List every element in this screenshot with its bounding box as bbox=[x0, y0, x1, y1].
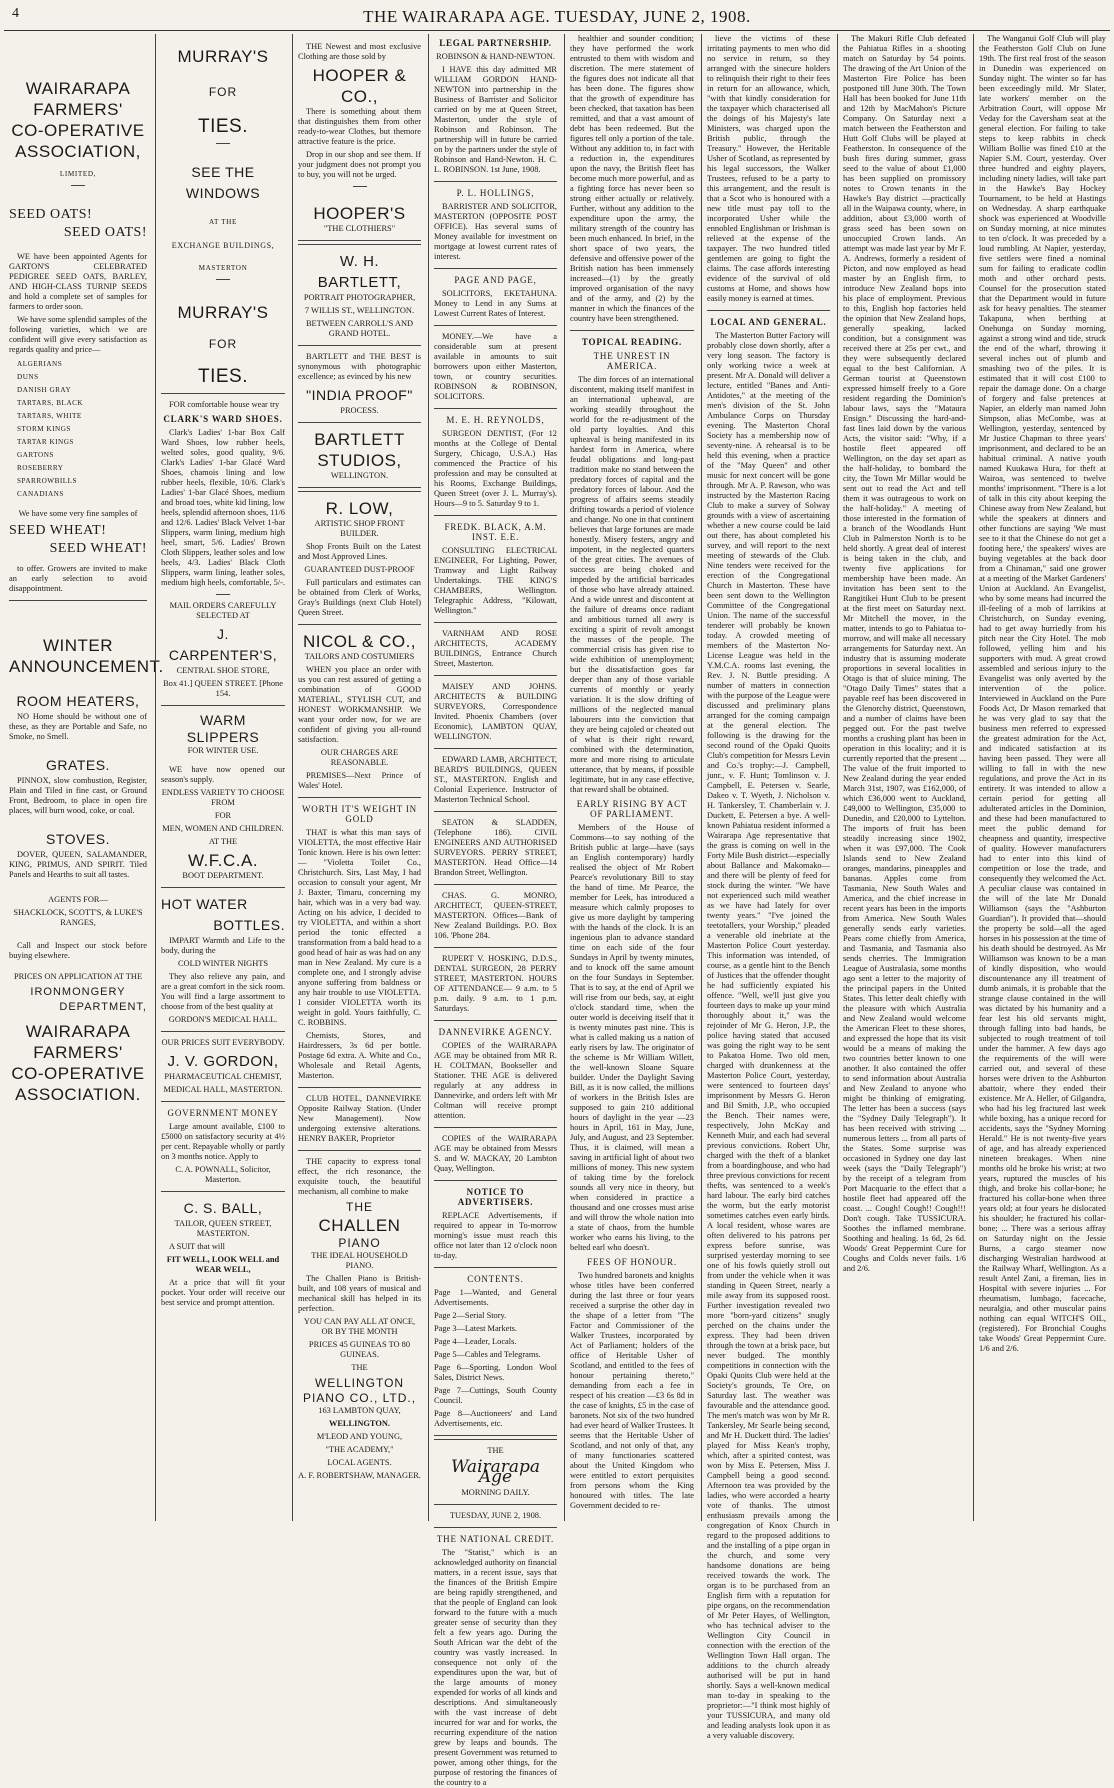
chemists-text: Chemists, Stores, and Hairdressers, 3s 6d per bottle. Postage 6d extra. A. White and Co., Wholesale and Retail Agents, Masterton. bbox=[298, 1031, 421, 1080]
see-windows-heading: SEE THE WINDOWS bbox=[185, 164, 261, 201]
lamb-text: EDWARD LAMB, ARCHITECT, BEARD'S BUILDINGS, QUEEN ST., MASTERTON. English and Colonial Experience. Instructor of Masterton Technical School. bbox=[434, 755, 557, 804]
column-6 bbox=[701, 34, 835, 1740]
carpenter-heading: J. CARPENTER'S, bbox=[168, 626, 278, 663]
drop-text: Drop in our shop and see them. If your judgment does not prompt you to buy, you will not be urged. bbox=[298, 150, 421, 179]
suit-text: A SUIT that will bbox=[169, 1242, 225, 1251]
legal-text: I HAVE this day admitted MR WILLIAM GORDON HAND-NEWTON into partnership in the Business of Barrister and Solicitor carried on by me at Queen Street, Masterton, under the style of Robinson and Robinson. The partnership will in future be carried on by the partners under the style of Robinson and Hand-Newton. H. C. L. ROBINSON. 1st June, 1908. bbox=[434, 65, 557, 174]
credit-heading: THE NATIONAL CREDIT. bbox=[436, 1534, 555, 1544]
bartlett-heading: W. H. BARTLETT, bbox=[317, 253, 402, 291]
announcement-heading: ANNOUNCEMENT. bbox=[9, 657, 164, 676]
masterton-label: MASTERTON bbox=[198, 264, 248, 272]
local-general-heading: LOCAL AND GENERAL. bbox=[710, 317, 827, 327]
murrays-heading: MURRAY'S bbox=[177, 303, 269, 322]
seed-oats-heading: SEED OATS! bbox=[9, 207, 93, 222]
article-text: lieve the victims of these irritating payments to men who did no service in return, so they arranged with the sinecure holders to relinquish their right to their fees in return for an allowance, which, "with that kindly consideration for the taxpayer which characterised all the doings of his Majesty's late Ministers, was charged upon the British public, through the Treasury." However, the Heritable Usher of Scotland, as represented by his legal successors, the Walker Trustees, refused to be a party to this arrangement, and the result is that a Scot who is honoured with a new title must pay toll to the incorporated Usher while the ennobled Englishman or Irishman is relieved at the expense of the taxpayer. The two hundred titled gentlemen are going to fight the claims. The case affords interesting evidence of the survival of old customs at Home, and shows how easily money is earned at times. bbox=[707, 34, 830, 303]
charges-text: OUR CHARGES ARE REASONABLE. bbox=[320, 748, 399, 767]
page-number: 4 bbox=[12, 6, 19, 21]
early-rising-heading: EARLY RISING BY ACT OF PARLIAMENT. bbox=[576, 799, 688, 819]
article-text: Two hundred baronets and knights whose titles have been conferred during the last three or four years received a surprise the other day in the shape of a letter from "The Factor and Commissioner of the Walker Trustees, incorporated by Act of Parliament; holders of the office of Heritable Usher of Scotland, and entitled to the fees of honour pertaining thereto," demanding from each a fee in respect of his creation —£3 6s 8d in the case of knights, £5 in the case of baronets. Not six of the two hundred had ever heard of Walker Trustees. It seems that the Heritable Usher of Scotland, and not only of that, any of many functionaries scattered about the United Kingdom who were entitled to extort perquisites from persons whom the King honoured with titles. The late Government decided to re- bbox=[570, 1271, 694, 1510]
black-text: CONSULTING ELECTRICAL ENGINEER, For Lighting, Power, Tramway and Light Railway Undertakings. THE KING'S CHAMBERS, Wellington. Telegraphic Address, "Kilowatt, Wellington." bbox=[434, 546, 557, 615]
department-heading: DEPARTMENT, bbox=[59, 1001, 147, 1013]
nameplate-the: THE bbox=[487, 1446, 504, 1455]
call-text: Call and Inspect our stock before buying elsewhere. bbox=[9, 941, 147, 960]
assoc-line: CO-OPERATIVE bbox=[11, 121, 145, 140]
list-item: Page 2—Serial Story. bbox=[434, 1311, 507, 1320]
welly-text: WELLINGTON. bbox=[328, 1419, 391, 1428]
agents-text: WE have been appointed Agents for GARTON'S CELEBRATED PEDIGREE SEED OATS, BARLEY, AND HIGH-CLASS TURNIP SEEDS and hold a complete set of samples for farmers to order soon. bbox=[9, 252, 147, 311]
slippers-heading: SLIPPERS bbox=[186, 729, 260, 745]
list-item: TARTARS, BLACK bbox=[17, 399, 84, 407]
tailors-text: TAILORS AND COSTUMIERS bbox=[304, 652, 415, 661]
boot-text: BOOT DEPARTMENT. bbox=[182, 871, 264, 880]
bartlett-text: BARTLETT and THE BEST is synonymous with photographic excellence; as evinced by his new bbox=[298, 352, 421, 381]
column-7 bbox=[837, 34, 971, 1521]
opened-text: WE have now opened our season's supply. bbox=[161, 765, 285, 784]
challen-the: THE bbox=[346, 1200, 373, 1214]
between-text: BETWEEN CARROLL'S AND GRAND HOTEL. bbox=[305, 319, 414, 338]
seaton-text: SEATON & SLADDEN, (Telephone 186). CIVIL ENGINEERS AND AUTHORISED SURVEYORS. PERRY STREET, MASTERTON. Head Office—14 Brandon Street, Wellington. bbox=[434, 818, 557, 877]
low-text: Shop Fronts Built on the Latest and Most Approved Lines. bbox=[298, 542, 421, 561]
danne-text: COPIES of the WAIRARAPA AGE may be obtained from MR R. H. COLTMAN, Bookseller and Stationer. THE AGE is delivered regularly at any address in Dannevirke, and orders left with Mr Coltman will receive prompt attention. bbox=[434, 1041, 557, 1120]
studios-heading: BARTLETT bbox=[314, 430, 405, 449]
worth-heading: WORTH IT'S WEIGHT IN GOLD bbox=[302, 804, 417, 824]
list-item: ROSEBERRY bbox=[17, 464, 64, 472]
column-3 bbox=[292, 34, 426, 1521]
ranges-text: SHACKLOCK, SCOTT'S, & LUKE'S RANGES, bbox=[13, 908, 143, 927]
prices-suit-text: OUR PRICES SUIT EVERYBODY. bbox=[161, 1038, 285, 1047]
clothiers-text: "THE CLOTHIERS" bbox=[323, 224, 396, 233]
grates-text: PINNOX, slow combustion, Register, Plain and Tiled in fine cast, or Ground Front, Bedroom, to place in open fire places, will burn wood, coke, or coal. bbox=[9, 776, 147, 815]
bottles-heading: BOTTLES. bbox=[213, 917, 285, 933]
monro-text: CHAS. G. MONRO, ARCHITECT, QUEEN-STREET, MASTERTON. Offices—Bank of New Zealand Buildings. P.O. Box 106. 'Phone 284. bbox=[434, 891, 557, 940]
endless-text: ENDLESS VARIETY TO CHOOSE FROM bbox=[161, 788, 285, 807]
ironmongery-heading: IRONMONGERY bbox=[30, 986, 126, 998]
column-5 bbox=[564, 34, 699, 1521]
assoc-line: CO-OPERATIVE bbox=[11, 1064, 145, 1083]
legal-sub: ROBINSON & HAND-NEWTON. bbox=[436, 52, 555, 61]
list-item: CANADIANS bbox=[17, 490, 64, 498]
prices-text: PRICES 45 GUINEAS TO 80 GUINEAS. bbox=[308, 1340, 411, 1359]
notice-heading: NOTICE TO ADVERTISERS. bbox=[457, 1187, 534, 1207]
govt-money-heading: GOVERNMENT MONEY bbox=[167, 1108, 279, 1118]
assoc-line: WAIRARAPA bbox=[25, 79, 131, 98]
assoc-line: ASSOCIATION. bbox=[15, 1085, 141, 1104]
newest-text: THE Newest and most exclusive Clothing are those sold by bbox=[298, 42, 421, 61]
central-text: CENTRAL SHOE STORE, bbox=[176, 666, 270, 675]
for-label: FOR bbox=[208, 337, 238, 351]
notice-text: REPLACE Advertisements, if required to appear in To-morrow morning's issue must reach this office not later than 12 o'clock noon to-day. bbox=[434, 1211, 557, 1260]
danne-heading: DANNEVIRKE AGENCY. bbox=[438, 1027, 553, 1037]
murrays-heading: MURRAY'S bbox=[177, 47, 269, 66]
column-2 bbox=[155, 34, 290, 1521]
list-item: TARTARS, WHITE bbox=[17, 412, 82, 420]
pharm-text: PHARMACEUTICAL CHEMIST, bbox=[164, 1072, 282, 1081]
reynolds-text: SURGEON DENTIST, (For 12 months at the College of Dental Surgery, Chicago, U.S.A.) Has commenced the Practice of his profession and may be consulted at his Rooms, Exchange Buildings, Queen Street (over J. L. Murray's). Hours—9 to 5. Saturday 9 to 1. bbox=[434, 429, 557, 508]
nicol-text: WHEN you place an order with us you can rest assured of getting a combination of GOOD MATERIAL, STYLISH CUT, and HONEST WORKMANSHIP. We want your order now, for we are confident of giving you all-round satisfaction. bbox=[298, 665, 421, 744]
limited-label: LIMITED, bbox=[59, 170, 97, 178]
tailor-text: TAILOR, QUEEN STREET, MASTERTON. bbox=[174, 1219, 272, 1238]
clarks-intro: FOR comfortable house wear try bbox=[169, 400, 280, 409]
assoc-line: WAIRARAPA bbox=[25, 1022, 131, 1041]
gordons-text: GORDON'S MEDICAL HALL. bbox=[168, 1015, 278, 1024]
studios-heading: STUDIOS, bbox=[317, 451, 402, 470]
academy-text: "THE ACADEMY," bbox=[325, 1445, 394, 1454]
wheat-intro: We have some very fine samples of bbox=[18, 509, 138, 518]
nicol-heading: NICOL & CO., bbox=[302, 632, 417, 651]
cold-text: COLD WINTER NIGHTS bbox=[177, 959, 269, 968]
stoves-text: DOVER, QUEEN, SALAMANDER, KING, PRIMUS, AND SPIRIT. Tiled Panels and Hearths to suit all tastes. bbox=[9, 850, 147, 879]
mail-text: MAIL ORDERS CAREFULLY SELECTED AT bbox=[169, 601, 277, 620]
column-1 bbox=[4, 34, 164, 1521]
artistic-text: ARTISTIC SHOP FRONT BUILDER. bbox=[314, 519, 405, 538]
masthead bbox=[4, 4, 1110, 31]
challen-text: The Challen Piano is British-built, and 108 years of musical and mechanical skill has helped in its perfection. bbox=[298, 1274, 421, 1313]
list-item: Page 5—Cables and Telegrams. bbox=[434, 1350, 541, 1359]
heaters-text: NO Home should be without one of these, as they are Portable and Safe, no Smoke, no Smell. bbox=[9, 712, 147, 741]
at-the-label: AT THE bbox=[209, 218, 237, 226]
list-item: Page 6—Sporting, London Wool Sales, District News. bbox=[434, 1363, 557, 1382]
warm-heading: WARM bbox=[200, 712, 246, 728]
page-heading: PAGE AND PAGE, bbox=[454, 275, 537, 285]
low-heading: R. LOW, bbox=[325, 499, 394, 518]
article-text: The Wanganui Golf Club will play the Featherston Golf Club on June 19th. The first real frost of the season in Dunedin was experienced on Sunday night. The winter so far has been exceedingly mild. Mr Slater, late workers' member on the Arbitration Court, will oppose Mr Veday for the Caversham seat at the general election. For failing to take steps to keep rabbits in check William Bollie was fined £10 at the Napier S.M. Court, yesterday. Over three hundred and eighty players, including ninety ladies, will take part in the Hawke's Bay Hockey Tournament, to be held at Hastings on Wednesday. A sharp earthquake shock was experienced at Woodville on Sunday morning, at nice minutes to ten o'clock. It was preceded by a loud rumbling. At Napier, yesterday, five settlers were fined a nominal sum for failing to eradicate codlin moth and other orchard pests. Counsel for the prosecution stated that the Department would in future ask for heavy penalties. The steamer Takapuna, when berthing at Onehunga on Sunday morning, against a strong wind and tide, struck the end of the wharf, throwing it several inches out of plumb and smashing two of the piles. It is estimated that it will cost £100 to repair the damage done. On a charge of forgery and false pretences at Napier, an elderly man named John Simpson, alias McCombe, was at Wellington, yesterday, sentenced by Mr Justice Chapman to three years' imprisonment, and declared to be an habitual criminal. A native youth named Kuukawa Hura, for theft at Wairoa, was sentenced to twelve months' imprisonment. "There is a lot of talk in this city about keeping the Chinese away from New Zealand, but while the speakers at dinners and other functions are saying 'We must see to it that the Chinese do not get a footing here,' the speakers' wives are buying vegetables at the back door from a Chinaman," said one grower at a meeting of the Market Gardeners' Union at Auckland. An Evangelist, who by some means had incurred the ill-feeling of a mob of larrikins at Christchurch, on Sunday evening, had to get away hurriedly from his pitch near the City Hotel. The mob followed, yelling him and his supporters with mud. A great crowd assembled and serious injury to the Evangelist was only averted by the intervention of the police. Interviewed in Auckland on the Pure Foods Act, Dr Mason remarked that he was very glad to say that the business men referred to expressed the greatest admiration for the Act, and indicated satisfaction at its having been passed. They were all willing to fall in with the new regulations, and prove the Act in its entirety. It was intended to allow a certain period for getting all adulterated articles in the Dominion, and these had been manufactured to meet the public demand for cheapness and quantity, irrespective of quality. However manufacturers had to enter into this kind of competition or lose the trade, and consequently they welcomed the Act. A peculiar clause was contained in the will of the late Mr Donald Williamson (says the "Ashburton Guardian"). It provided that—should the property be sold—all the aged horses in his possession at the time of his death should be destroyed. As Mr Williamson was known to be a man of kindly disposition, who would discountenance any ill treatment of dumb animals, it is probable that the strange clause contained in the will was dictated by his humanity and a fear lest his old servants might, through falling into bad hands, be subjected to rough treatment of toil under the hammer. A few days ago the requirements of the will were carried out, and several of these horses were driven to the Ashburton abattoir, where they ended their existence. Mr A. Heller, of Gilgandra, who had his leg fractured last week while boxing, has a unique record for accidents, says the "Sydney Morning Herald." He is not twenty-five years of age, and has already experienced nineteen breakages. When nine months old he broke his wrist; at two years, ruptured the muscles of his thigh, and broke his collar-bone; he fractured his collar-bone when three years old; at four years he dislocated his shoulder; he fractured his collar-bone; ... There was a serious affray on Saturday night on the Jessie Burns, a cargo steamer now discharging Westralian hardwood at the Railway Wharf, Wellington. As a result Antel Zani, a fireman, lies in Hospital with severe injuries ... For rheumatism, lumbago, facecache, neuralgia, and other muscular pains nothing can equal WITCH'S OIL, (registered). For Bronchial Coughs take Woods' Great Peppermint Cure. 1/6 and 2/6. bbox=[979, 34, 1106, 1353]
for-label: FOR bbox=[208, 85, 238, 99]
topical-heading: TOPICAL READING. bbox=[581, 337, 683, 347]
hooper-heading: HOOPER & CO., bbox=[312, 66, 407, 106]
seed-oats-heading: SEED OATS! bbox=[63, 225, 147, 240]
oats-list bbox=[9, 358, 147, 501]
pay-text: YOU CAN PAY ALL AT ONCE, OR BY THE MONTH bbox=[303, 1317, 416, 1336]
copies-text: COPIES of the WAIRARAPA AGE may be obtained from Messrs S. and W. MACKAY, 20 Lambton Quay, Wellington. bbox=[434, 1134, 557, 1173]
list-item: STORM KINGS bbox=[17, 425, 71, 433]
hoopers-heading: HOOPER'S bbox=[313, 204, 406, 223]
page-title: THE WAIRARAPA AGE. TUESDAY, JUNE 2, 1908. bbox=[363, 7, 751, 26]
fees-heading: FEES OF HONOUR. bbox=[587, 1257, 677, 1267]
ideal-text: THE IDEAL HOUSEHOLD PIANO. bbox=[311, 1251, 408, 1270]
room-heaters-heading: ROOM HEATERS, bbox=[16, 693, 140, 709]
stoves-heading: STOVES. bbox=[46, 831, 110, 847]
newspaper-page bbox=[4, 4, 1110, 1787]
medical-text: MEDICAL HALL, MASTERTON. bbox=[163, 1085, 283, 1094]
fit-text: FIT WELL, LOOK WELL and WEAR WELL, bbox=[166, 1255, 280, 1274]
pownall-text: C. A. POWNALL, Solicitor, Masterton. bbox=[175, 1165, 271, 1184]
list-item: DANISH GRAY bbox=[17, 386, 72, 394]
willis-text: 7 WILLIS ST., WELLINGTON. bbox=[304, 306, 415, 315]
samples-text: We have some splendid samples of the following varieties, which we are confident will give every satisfaction as regards quality and price— bbox=[9, 315, 147, 354]
process-text: PROCESS. bbox=[340, 406, 379, 415]
list-item: DUNS bbox=[17, 373, 39, 381]
legal-heading: LEGAL PARTNERSHIP. bbox=[439, 38, 552, 48]
robertshaw-text: A. F. ROBERTSHAW, MANAGER. bbox=[298, 1471, 421, 1480]
the-text: THE bbox=[351, 1363, 368, 1372]
list-item: Page 7—Cuttings, South County Council. bbox=[434, 1386, 557, 1405]
ties-heading: TIES. bbox=[197, 366, 248, 387]
local-agents-text: LOCAL AGENTS. bbox=[327, 1458, 392, 1467]
for-text: FOR bbox=[214, 811, 232, 820]
page-text: SOLICITORS, EKETAHUNA. Money to Lend in any Sums at Lowest Current Rates of Interest. bbox=[434, 289, 557, 318]
list-item: ALGERIANS bbox=[17, 360, 63, 368]
dateline: TUESDAY, JUNE 2, 1908. bbox=[449, 1511, 542, 1520]
list-item: Page 1—Wanted, and General Advertisements. bbox=[434, 1288, 557, 1307]
list-item: Page 3—Latest Markets. bbox=[434, 1324, 518, 1333]
varnham-text: VARNHAM AND ROSE ARCHITECTS, ACADEMY BUILDINGS, Entrance Church Street, Masterton. bbox=[434, 629, 557, 668]
guaranteed-text: GUARANTEED DUST-PROOF bbox=[304, 565, 415, 574]
wheat-text: to offer. Growers are invited to make an early selection to avoid disappointment. bbox=[9, 564, 147, 593]
mleod-text: M'LEOD AND YOUNG, bbox=[316, 1432, 403, 1441]
unrest-heading: THE UNREST IN AMERICA. bbox=[593, 351, 671, 371]
list-item: SPARROWBILLS bbox=[17, 477, 78, 485]
hooper-text: There is something about them that distinguishes them from other ready-to-wear Clothes, but themore attractive feature is the price. bbox=[298, 107, 421, 146]
credit-text: The "Statist," which is an acknowledged authority on financial matters, in a recent issue, says that the finances of the British Empire are being rapidly strengthened, and that the people of England can look forward to the future with a much greater sense of security than they felt a few years ago. During the South African war the debt of the country was vastly increased. In consequence not only of the expenditures upon the war, but of the large amounts of money expended for works of all kinds and descriptions. And simultaneously with the vast increase of debt incurred for war and for works, the recurring expenditure of the nation grew by leaps and bounds. The present Government was returned to power, among other things, for the purpose of restoring the finances of the country to a bbox=[434, 1548, 557, 1787]
lambton-text: 163 LAMBTON QUAY, bbox=[318, 1406, 401, 1415]
impart-text: IMPART Warmth and Life to the body, during the bbox=[161, 936, 285, 955]
at-the-text: AT THE bbox=[208, 837, 238, 846]
hosking-text: RUPERT V. HOSKING, D.D.S., DENTAL SURGEON, 28 PERRY STREET, MASTERTON. HOURS OF ATTENDANCE— 9 a.m. to 5 p.m. daily. 9 a.m. to 1 p.m. Saturdays. bbox=[434, 954, 557, 1013]
portrait-text: PORTRAIT PHOTOGRAPHER, bbox=[303, 293, 416, 302]
list-item: Page 4—Leader, Locals. bbox=[434, 1337, 517, 1346]
box-text: Box 41.] QUEEN STREET. [Phone 154. bbox=[163, 679, 283, 698]
agents-for: AGENTS FOR— bbox=[48, 895, 108, 904]
men-text: MEN, WOMEN AND CHILDREN. bbox=[162, 824, 284, 833]
list-item: Page 8—Auctioneers' and Land Advertisements, etc. bbox=[434, 1409, 557, 1428]
club-hotel-text: CLUB HOTEL, DANNEVIRKE Opposite Railway Station. (Under New Management). Now undergoing extensive alterations. HENRY BAKER, Proprietor bbox=[298, 1094, 421, 1143]
relieve-text: They also relieve any pain, and are a great comfort in the sick room. You will find a large assortment to choose from of the best quality at bbox=[161, 972, 285, 1011]
violetta-text: THAT is what this man says of VIOLETTA, the most effective Hair Tonic known. Here is his own letter:— "Violetta Toilet Co., Christchurch. Sirs, Last May, I had occasion to consult your agent, Mr J. Baxter, Timaru, concerning my hair, which was in a very bad way. Acting on his advice, I decided to try VIOLETTA, and within a short period the tonic effected a transformation from a bald head to a good head of hair as was had on any man in New Zealand. My cure is a complete one, and I strongly advise anyone suffering from baldness or any hair trouble to use VIOLETTA. I consider VIOLETTA worth its weight in gold. Yours faithfully, C. C. ROBBINS. bbox=[298, 828, 421, 1027]
seed-wheat-heading: SEED WHEAT! bbox=[9, 523, 107, 538]
wellington-text: WELLINGTON. bbox=[330, 471, 389, 480]
low-text-2: Full particulars and estimates can be obtained from Clerk of Works, Gray's Buildings (next Club Hotel) Queen Street. bbox=[298, 578, 421, 617]
clarks-heading: CLARK'S WARD SHOES. bbox=[163, 414, 283, 424]
winter-use-text: FOR WINTER USE. bbox=[187, 746, 259, 755]
article-text: The Masterton Butter Factory will probably close down shortly, after a very long season. The factory is only working twice a week at present. Mr A. Donald will deliver a lecture, entitled "Banes and Anti-Antidotes," at the meeting of the men's division of the St. John Ambulance Corps on Thursday evening. The Masterton Choral Society has a membership now of seventy-nine. A rehearsal is to be held this evening, when a practice of the "May Queen" and other music for next concert will be gone through. Mr A. P. Rawson, who was instructed by the Masterton Racing Club to make a survey of Solway grounds with a view of ascertaining whether a new course could be laid out there, has about completed his survey, and will report to the next meeting of stewards of the Club. Nine tenders were received for the erection of the Congregational Church in Masterton. These have been sent down to the Wellington Committee of the Congregational Union. The name of the successful tenderer will probably be known today. A crowded meeting of members of the Masterton No-License League was held in the Y.M.C.A. rooms last evening, the Rev. J. N. Buttle presiding. A number of matters in connection with the purpose of the League were discussed and preliminary plans arranged for the coming campaign at the general election. The following is the drawing for the second round of the Opaki Quoits Club's competition for Messrs Levin and Co.'s trophy:—J. Campbell, junr., v. F. Hunt; Tomlinson v. J. Campbell, E. Petersen v. Searle, Dakeo v. T. Wyeth, J. Nicholson v. H. Tankersley, T. Chamberlain v. J. Duckett, E. Petersen a bye. A well-known Pahiatua resident informed a Wairarapa Age representative that the grass is coming on well in the Forty Mile Bush district—especially about Ballance and Makomako—and there will be plenty of feed for stock during the winter. "We have not experienced such mild weather as we have had lately for over twenty years." "I've joined the teetotallers, your Worship," pleaded a venerable old inebriate at the Masterton Police Court yesterday. This information was intended, of course, as a gentle hint to the Bench of Justices that the offender thought he had sufficiently expiated his offence. "Well, we'll just give you fourteen days to make up your mind thoroughly about it," was the rejoinder of Mr G. Heron, J.P., the police having stated that accused was going the right way to be sent to Pakatoa Home. Two old men, charged with drunkenness at the Masterton Police Court, yesterday, were sentenced to fourteen days' imprisonment by Messrs G. Heron and Bil Smith, J.P., who occupied the Bench. Their names were, respectively, John McKay and Kenneth Muir, and each had several previous convictions. Robert Uhr, charged with the theft of a blanket from a boardinghouse, and who had three previous convictions for recent thefts, was sentenced to a week's hard labour. The early bird catches the worm, but the early motorist sometimes catches even early birds. A local resident, whose wares are often delivered to his patrons per express before sunrise, was surprised yesterday morning to see one of his fowls quietly stroll out from under the vehicle when it was standing in Queen Street, nearly a mile away from its supposed roost. Further investigation revealed two more "born-yard citizens" snugly perched on the chains under the express. They had been driven through the town at a brisk pace, but never budged. The monthly competitions in connection with the Opaki Quoits Club were held at the Society's grounds, Te Ore, on Saturday last. The weather was favourable and the attendance good. The men's match was won by Mr R. Tankersley, Mr Searle being second, and Mr H. Duckett third. The ladies' played for Miss Kean's trophy, which, after a spirited contest, was won by Miss E. Petersen, Miss J. Campbell being a good second. Afternoon tea was provided by the ladies, who were accorded a hearty vote of thanks. The utmost enthusiasm prevails among the congregation of Knox Church in regard to the proposed additions to and the installing of a pipe organ in the church, and some very handsome donations are being received towards the work. The organ is to be purchased from an English firm with a reputation for pipe organs, on the recommendation of Mr Peter Hayes, of Wellington, who has technical adviser to the Wellington City Council in connection with the erection of the Wellington Town Hall organ. The additions to the church already authorised will be put in hand shortly. Says a well-known medical man to-day in speaking to the proprietor:—"I think most highly of your TUSSICURA, and many old and leading analysts look upon it as a very valuable discovery. bbox=[707, 331, 830, 1740]
grates-heading: GRATES. bbox=[46, 757, 110, 773]
nameplate: Wairarapa Age bbox=[450, 1457, 541, 1487]
article-text: The dim forces of an international discontent, making itself manifest in an international upheaval, are working steadily throughout the world for the re-adjustment of the old party loyalties. And this upheaval is being manifested in its hardest form in America, where feudal obligations and long-past tradition make no stand between the predatory forces of capital and the predatory forces of labour. And the progress of affairs seems steadily drifting towards a period of violence and change. No one in that continent believes that large fortunes are made honestly. Misery festers, angry and impotent, in the neglected quarters of the great cities. The avenues of success are being choked and impeded by the artificial barricades of those who have already attained. And a wide unrest and discontent at the failure of dreams once radiant and ambitious turned all awry is exciting a spirit of revolt amongst the masses of the people. The commercial crisis has given rise to wide exhibition of unemployment; but the dissatisfaction goes far deeper than any of those variable currents of monthly or yearly variation. It is the slow drifting of millions of the neglected manual labourers into the conviction that they are being cajoled or cheated out of what is their right reward, combined with the determination, more and more rising to articulate utterance, that by means, if possible legitimate, but in any case effective, that reward shall be obtained. bbox=[570, 375, 694, 794]
reynolds-heading: M. E. H. REYNOLDS, bbox=[446, 415, 545, 425]
column-4 bbox=[428, 34, 562, 1787]
maisey-text: MAISEY AND JOHNS. ARCHITECTS & BUILDING SURVEYORS, Correspondence Invited. Phoenix Chambers (over Economic), LAMBTON QUAY, WELLINGTON. bbox=[434, 682, 557, 741]
india-proof-heading: "INDIA PROOF" bbox=[306, 387, 413, 403]
column-8 bbox=[973, 34, 1111, 1521]
jvgordon-heading: J. V. GORDON, bbox=[167, 1053, 279, 1070]
prices-text: PRICES ON APPLICATION AT THE bbox=[13, 972, 143, 981]
wpc-heading: WELLINGTON PIANO CO., LTD., bbox=[302, 1376, 417, 1405]
govt-text: Large amount available, £100 to £5000 on satisfactory security at 4½ per cent. Repayable wholly or partly on 3 months notice. Apply to bbox=[161, 1122, 285, 1161]
morning-daily: MORNING DAILY. bbox=[461, 1488, 530, 1497]
hollings-heading: P. L. HOLLINGS, bbox=[456, 188, 535, 198]
article-text: The Makuri Rifle Club defeated the Pahiatua Rifles in a shooting match on Saturday by 54 points. The drawing of the Art Union of the Masterton Fire Police has been postponed till June 30th. The Town Hall has been booked for June 11th and 12th by MacMahon's Picture Company. On Saturday next a match between the Featherston and Hutt Golf Clubs will be played at Featherston. In consequence of the bush fires during summer, grass seed to the value of about £1,000 has been supplied on promissory notes to Crown tenants in the Hawke's Bay district —practically all in the Waipawa county, where, in addition, about £3,000 worth of grass seed has been sown on unoccupied Crown lands. An attempt was made last year by Mr F. A. Andrews, formerly a resident of Picton, and now employed as head master by an English firm, to introduce New Zealand hops into his place of employment. Previous to this, English hop factories held the opinion that New Zealand hops, generally speaking, lacked condition, but a consignment was received there at 25s per cwt., and they were subsequently declared equal to the best Californian. A German tourist at Queenstown expressed himself freely to a Gore resident regarding the Dominion's labour laws, says the "Mataura Ensign." Discussing the hard-and-fast lines laid down by the various Acts, the visitor said: "Why, if a hostile fleet appeared off Wellington, on the day set apart as the half-holiday, to bombard the city, the Town Mr Millar would be sent out to read the Act and tell them it was outrageous to work on the half-holiday." A meeting of those interested in the formation of a branch of the Woodlands Hunt Club in Palmerston North is to be held shortly. A great deal of interest is being taken in the club, and twenty five applications for membership have been made. An invitation has been sent to the Rangitikei Hunt Club to be present at the first meet on Saturday next. Mr Mitchell the mover, in the matter, intends to go to Pahiatua to-morrow, and will make all necessary arrangements for Saturday next. An industry that is assuming moderate proportions in several localities in Otago is that of sluice mining. The "Otago Daily Times" states that a payable reef has been discovered in the Glenorchy district, Queenstown, and a number of claims have been pegged out. For the past twelve months a crushing plant has been in operation in this locality; and it is currently reported that the present ... The value of the fruit imported to New Zealand during the year ended March 31st, 1907, was £162,000, of which £36,000 went to Auckland, £49,000 to Wellington, £35,000 to Dunedin, and £20,000 to Lyttelton. The imports of fruit has been steadily increasing since 1902, when it was £97,000. The Cook Islands send to New Zealand oranges, mandarins, pineapples and bananas. Apples come from Tasmania, New South Wales and America, and the chief increase in recent years has been in the imports from America. New South Wales generally sends early varieties. Pears come chiefly from America, and Tasmania, and Tasmania also sends cherries. The Immigration League of Australasia, some months ago sent a letter to the majority of the principal papers in the United States. This letter dealt chiefly with the pleasure with which Australia and New Zealand would welcome the American Fleet to these shores, and expressed the hope that its visit would be a means of making the two countries better known to one another. It also contained the offer to send information about Australia and New Zealand to anyone who might be thinking of emigrating. The letter has been a success (says the "Sydney Daily Telegraph"). It has been received with striving ... numerous letters ... from all parts of the States. Some surprise was occasioned in Sydney one day last week (says the "Daily Telegraph") by the receipt of a telegram from Port Macquarie to the effect that a hostile fleet had appeared off the coast. ... Cough! Cough!! Cough!!! Don't cough. Take TUSSICURA. Soothes the inflamed membrane. Soothing and healing. 1s 6d, 2s 6d. Woods' Great Peppermint Cure for Coughs and Colds never fails. 1/6 and 2/6. bbox=[843, 34, 966, 1273]
contents-heading: CONTENTS. bbox=[467, 1274, 524, 1284]
clarks-text: Clark's Ladies' 1-bar Box Calf Ward Shoes, low rubber heels, welted soles, good quality, 9/6. Clark's Ladies' 1-bar Glacé Ward Shoes, chamois lining and low rubber heels, flexible, 10/6. Clark's Ladies' 1-bar Glacé Shoes, medium and broad toes, white kid lining, low heels, splendid afternoon shoes, 11/6 and 12/6. Ladies' Black Velvet 1-bar Slippers, warm lining, medium high heel, smart, 5/6. Ladies' Brown Cloth Slippers, leather soles and low heels, 4/3. Ladies' Black Cloth Slippers, warm lining, leather soles, medium high heels, comfortable, 5/-. bbox=[161, 428, 285, 587]
challen-heading: CHALLEN bbox=[318, 1216, 401, 1235]
seed-wheat-heading: SEED WHEAT! bbox=[49, 541, 147, 556]
ball-heading: C. S. BALL, bbox=[183, 1200, 263, 1216]
money-text: MONEY.—We have a considerable sum at present available in amounts to suit borrowers upon either Masterton, town, or country securities. ROBINSON & ROBINSON, SOLICITORS. bbox=[434, 332, 557, 401]
assoc-line: FARMERS' bbox=[33, 100, 123, 119]
article-text: Members of the House of Commons—to say nothing of the British public at large—have (says an English contemporary) hardly realised the object of Mr Robert Pearce's revolutionary Bill to stay the hand of time. Mr Pearce, the member for Leek, has introduced a measure which calmly proposes to give us more daylight by tampering with the hands of the clock. It is an ingenious plan to advance standard time on each side of the four Sundays in April by twenty minutes, and to knock off the same amount on the four Sundays in September. That is to say, at the end of April we will rise from our beds, say, at eight o'clock standard time, when the outer world is deceiving itself that it is twenty minutes past nine. This is what is called making us a nation of early risers by law. The originator of the scheme is Mr William Willett, the well-known Sloane Square builder. Under the Daylight Saving Bill, as it is now called, the millions of workers in the British Isles are supposed to gain 210 additional hours of daylight in the year —23 hours in April, 161 in May, June, July, and August, and 23 September. Thus, it is claimed, will mean a saving in artificial light of about two millions of money. This new system of taking time by the forelock sounds all very nice in theory, but when considered in practice a thousand and one crosses must arise and will throw the whole nation into a state of chaos, from the humble worker who earns his living, to the belted earl who doesn't. bbox=[570, 823, 694, 1252]
article-text: healthier and sounder condition; they have performed the work entrusted to them with wisdom and discretion. The mere statement of the figures does not indicate all that has been done. The figures show that the growth of expenditure has been checked, that taxation has been remitted, and that a vast amount of debt has been redeemed. But the figures tell only a portion of the tale. Without any addition to, in fact with a reduction in, the expenditures upon the navy, the British fleet has become much more powerful, and as a fighting force has never been so strong either actually or relatively. Further, without any addition to the expenditure upon the army, the military strength of the country has been much enhanced. In brief, in the short space of two years, the defensive and offensive power of the British nation has been immensely increased—(1) by the greatly improved organisation of the navy and of the army, and (2) by the manner in which the finances of the country have been strengthened. bbox=[570, 34, 694, 323]
piano-heading: PIANO bbox=[338, 1236, 381, 1250]
assoc-line: ASSOCIATION, bbox=[15, 142, 141, 161]
list-item: TARTAR KINGS bbox=[17, 438, 74, 446]
tone-text: THE capacity to express tonal effect, the rich resonance, the exquisite touch, the beautiful mechanism, all combine to make bbox=[298, 1157, 421, 1196]
black-heading: FREDK. BLACK, A.M. INST. E.E. bbox=[444, 522, 547, 542]
premises-text: PREMISES—Next Prince of Wales' Hotel. bbox=[298, 771, 421, 790]
winter-heading: WINTER bbox=[42, 636, 114, 655]
list-item: GARTONS bbox=[17, 451, 54, 459]
ties-heading: TIES. bbox=[197, 116, 248, 137]
exchange-label: EXCHANGE BUILDINGS, bbox=[171, 241, 275, 250]
hot-water-heading: HOT WATER bbox=[161, 896, 248, 912]
assoc-line: FARMERS' bbox=[33, 1043, 123, 1062]
wfca-heading: W.F.C.A. bbox=[187, 851, 259, 870]
price-text: At a price that will fit your pocket. Your order will receive our best service and prompt attention. bbox=[161, 1278, 285, 1307]
hollings-text: BARRISTER AND SOLICITOR, MASTERTON (OPPOSITE POST OFFICE). Has several sums of Money available for investment on mortgage at lowest current rates of interest. bbox=[434, 202, 557, 261]
